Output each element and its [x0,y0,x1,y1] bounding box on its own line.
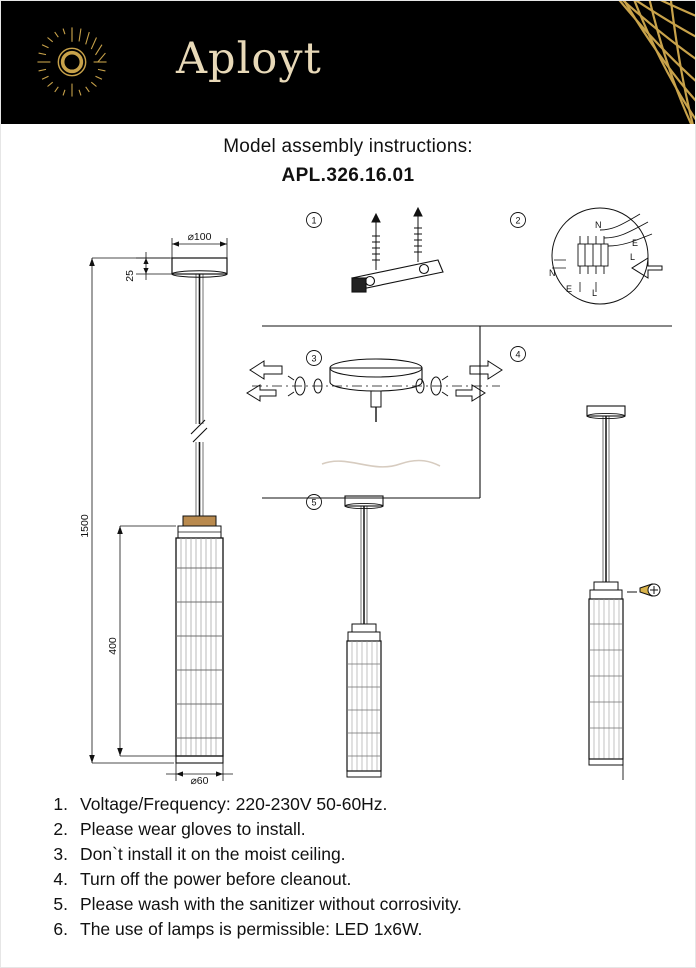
title-block [0,136,696,187]
header-banner [0,0,696,124]
instruction-text: Please wear gloves to install. [80,819,306,839]
instruction-number: 3. [53,844,68,864]
instruction-number: 1. [53,794,68,814]
instruction-text: The use of lamps is permissible: LED 1x6W. [80,919,423,939]
assembly-drawing [0,196,696,786]
step-3-badge: 3 [311,353,317,364]
ceiling-line [322,460,440,466]
insert-arrow-icon [632,258,662,278]
sunburst-logo-icon [36,26,108,98]
dim-canopy-height: 25 [124,270,136,282]
step-3-panel [247,351,502,467]
wire-label-e-top: E [632,238,639,248]
wire-label-n-top: N [595,220,602,230]
dim-body-height: 400 [107,637,119,655]
wire-label-e-left: E [566,284,573,294]
instruction-list [40,792,660,942]
instruction-number: 4. [53,869,68,889]
step-2-badge: 2 [515,215,521,226]
instruction-text: Voltage/Frequency: 220-230V 50-60Hz. [80,794,388,814]
direction-arrow-icons [247,361,502,401]
instruction-item [40,892,660,917]
step-1-badge: 1 [311,215,317,226]
model-code: APL.326.16.01 [281,165,415,186]
step-5-badge: 5 [311,497,317,508]
instruction-item [40,817,660,842]
panel-dividers [262,326,672,498]
fan-rays-decoration-icon [376,0,696,124]
instruction-text: Turn off the power before cleanout. [80,869,352,889]
instruction-item [40,917,660,942]
step-4-badge: 4 [515,349,521,360]
step-4-panel [511,347,661,781]
instruction-text: Don`t install it on the moist ceiling. [80,844,346,864]
instruction-item [40,867,660,892]
wire-label-l-bottom: L [592,288,598,298]
step-5-panel [307,495,384,778]
dim-top-diameter: ⌀100 [187,231,212,243]
wire-label-n-left: N [549,268,556,278]
instruction-number: 5. [53,894,68,914]
page-title: Model assembly instructions: [223,136,473,157]
elevation-drawing [172,258,227,763]
dimension-lines [89,238,233,781]
wire-label-l-top: L [630,252,636,262]
instruction-number: 6. [53,919,68,939]
instruction-item [40,842,660,867]
step-2-panel [511,208,663,304]
dim-total-height: 1500 [79,514,91,538]
instruction-number: 2. [53,819,68,839]
brand-name: Aployt [176,34,322,84]
step-1-panel [307,208,444,292]
dim-bottom-diameter: ⌀60 [190,775,209,786]
instruction-item [40,792,660,817]
instruction-text: Please wash with the sanitizer without corrosivity. [80,894,462,914]
bulb-insert-icon [627,584,660,596]
screw-icons [372,208,422,270]
